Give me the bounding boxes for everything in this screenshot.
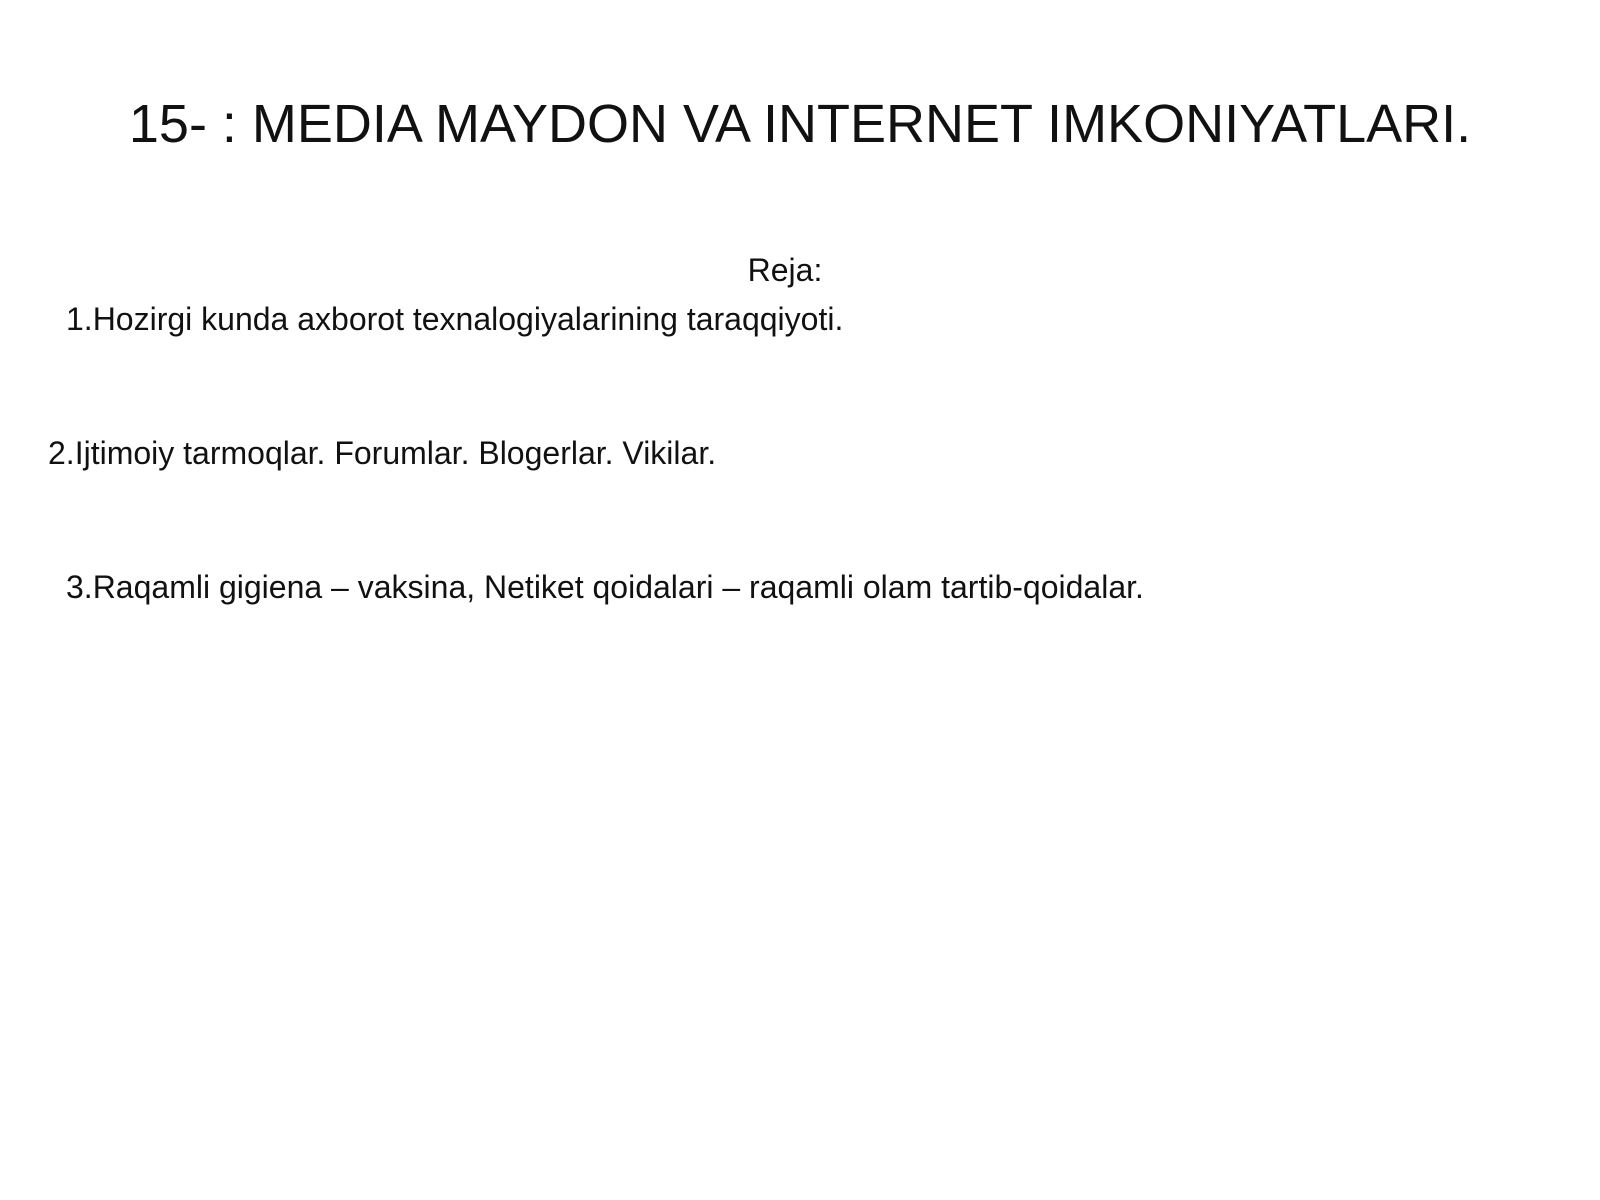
plan-item-2: 2.Ijtimoiy tarmoqlar. Forumlar. Blogerlar. Vikilar. <box>48 435 717 471</box>
slide-title: 15- : MEDIA MAYDON VA INTERNET IMKONIYATLARI. <box>128 94 1472 154</box>
plan-item-1: 1.Hozirgi kunda axborot texnalogiyalarining taraqqiyoti. <box>66 301 844 337</box>
plan-item-3: 3.Raqamli gigiena – vaksina, Netiket qoidalari – raqamli olam tartib-qoidalar. <box>66 569 1144 605</box>
plan-heading: Reja: <box>747 252 823 288</box>
